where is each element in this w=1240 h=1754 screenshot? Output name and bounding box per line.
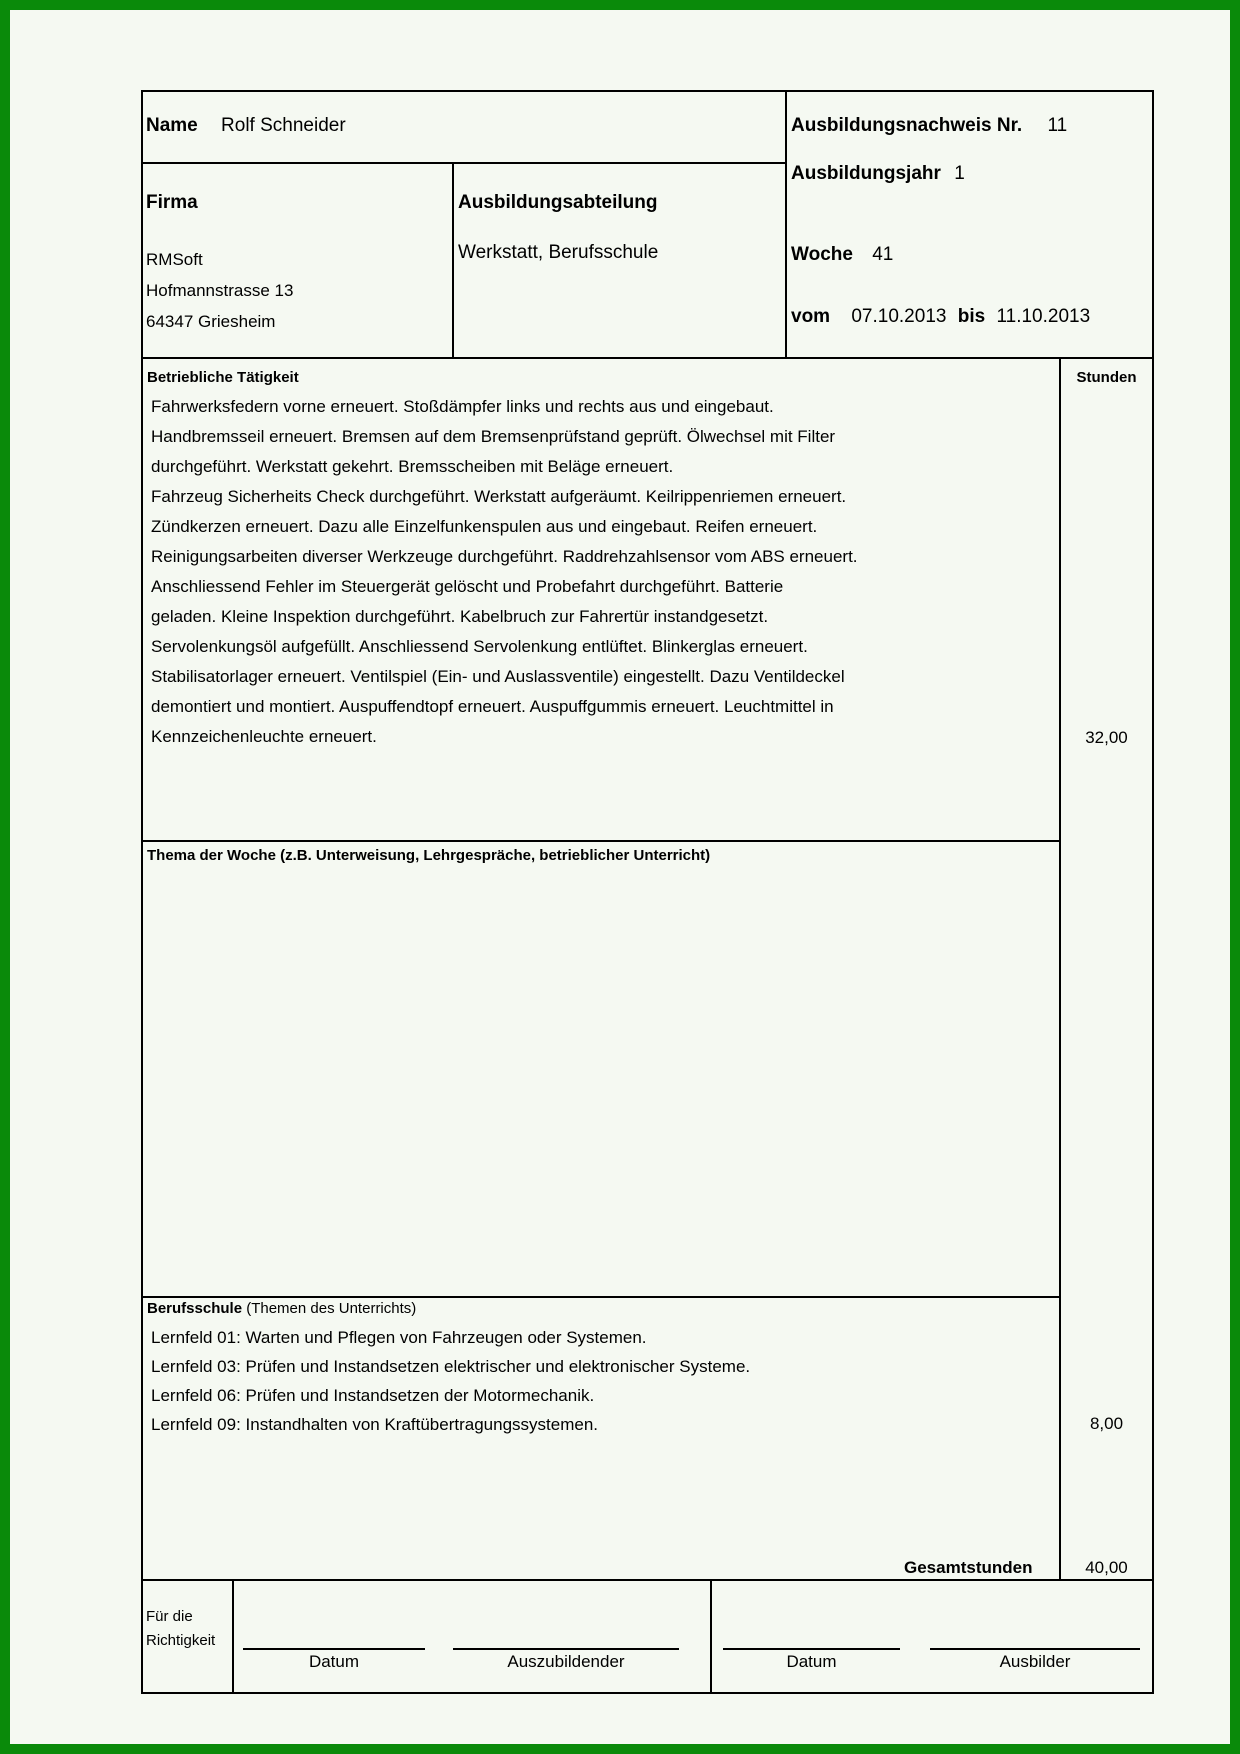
line-stunden-col [1059,357,1061,1581]
nachweis-label: Ausbildungsnachweis Nr. [791,115,1023,136]
thema-title: Thema der Woche (z.B. Unterweisung, Lehrgespräche, betrieblicher Unterricht) [147,847,711,864]
bis-value: 11.10.2013 [996,306,1091,327]
zeitraum-row [791,306,1090,328]
line-left [141,90,143,1694]
datum-ausbilder-label: Datum [786,1652,837,1671]
abteilung-label: Ausbildungsabteilung [458,192,658,213]
sig-line-datum-azubi[interactable] [243,1648,425,1650]
sig-line-datum-ausbilder[interactable] [723,1648,900,1650]
datum-azubi-label: Datum [308,1652,360,1671]
line-top [141,90,1154,92]
name-value: Rolf Schneider [221,115,346,136]
betrieb-line: Fahrzeug Sicherheits Check durchgeführt. Werkstatt aufgeräumt. Keilrippenriemen erneuert. [151,487,847,506]
betrieb-line: Anschliessend Fehler im Steuergerät gelöscht und Probefahrt durchgeführt. Batterie [151,577,784,596]
line-signature-top [141,1579,1154,1581]
woche-value: 41 [872,244,894,265]
betrieb-line: Stabilisatorlager erneuert. Ventilspiel (Ein- und Auslassventile) eingestellt. Dazu Ventildeckel [151,667,845,686]
line-bottom [141,1692,1154,1694]
line-betrieb-bottom [141,840,1061,842]
abteilung-value: Werkstatt, Berufsschule [458,242,659,263]
betrieb-line: Kennzeichenleuchte erneuert. [151,727,377,746]
jahr-value: 1 [954,163,965,184]
line-thema-bottom [141,1296,1061,1298]
richtigkeit-line-2: Richtigkeit [146,1632,216,1649]
firma-line-3: 64347 Griesheim [146,312,276,331]
betrieb-line: Fahrwerksfedern vorne erneuert. Stoßdämpfer links und rechts aus und eingebaut. [151,397,774,416]
woche-row [791,244,893,266]
betrieb-line: Handbremsseil erneuert. Bremsen auf dem Bremsenprüfstand geprüft. Ölwechsel mit Filter [151,427,836,446]
schule-line: Lernfeld 09: Instandhalten von Kraftübertragungssystemen. [151,1415,599,1434]
line-sig-mid [710,1579,712,1693]
bis-label: bis [957,306,986,327]
nachweis-value: 11 [1047,115,1068,136]
line-header-bottom [141,357,1154,359]
betrieb-line: Zündkerzen erneuert. Dazu alle Einzelfunkenspulen aus und eingebaut. Reifen erneuert. [151,517,818,536]
jahr-label: Ausbildungsjahr [791,163,941,184]
schule-line: Lernfeld 03: Prüfen und Instandsetzen elektrischer und elektronischer Systeme. [151,1357,751,1376]
firma-line-1: RMSoft [146,250,203,269]
name-row [146,115,346,137]
schule-line: Lernfeld 01: Warten und Pflegen von Fahrzeugen oder Systemen. [151,1328,647,1347]
betrieb-title: Betriebliche Tätigkeit [147,369,299,386]
richtigkeit-label [146,1605,215,1653]
betrieb-line: Reinigungsarbeiten diverser Werkzeuge durchgeführt. Raddrehzahlsensor vom ABS erneuert. [151,547,858,566]
schule-title [147,1300,416,1317]
line-header-mid [785,90,787,358]
woche-label: Woche [791,244,853,265]
betrieb-line: Servolenkungsöl aufgefüllt. Anschliessend Servolenkung entlüftet. Blinkerglas erneuert. [151,637,808,656]
schule-title-rest: (Themen des Unterrichts) [246,1300,417,1317]
line-right [1152,90,1154,1694]
line-firma-right [452,162,454,358]
total-value: 40,00 [1085,1558,1128,1577]
line-sig-left [232,1579,234,1693]
betrieb-line: durchgeführt. Werkstatt gekehrt. Bremsscheiben mit Beläge erneuert. [151,457,674,476]
nachweis-row [791,115,1067,137]
ausbilder-label: Ausbilder [999,1652,1071,1671]
schule-text [151,1323,750,1439]
stunden-label: Stunden [1076,369,1137,386]
jahr-row [791,163,965,185]
sig-line-ausbilder[interactable] [930,1648,1140,1650]
firma-label: Firma [146,192,198,213]
sig-line-azubi[interactable] [453,1648,679,1650]
schule-title-bold: Berufsschule [147,1300,243,1317]
betrieb-text [151,392,858,752]
azubi-label: Auszubildender [507,1652,625,1671]
firma-address [146,244,293,337]
firma-line-2: Hofmannstrasse 13 [146,281,294,300]
vom-label: vom [791,306,831,327]
betrieb-stunden: 32,00 [1085,728,1128,747]
schule-stunden: 8,00 [1089,1414,1124,1433]
schule-line: Lernfeld 06: Prüfen und Instandsetzen der Motormechanik. [151,1386,595,1405]
betrieb-line: demontiert und montiert. Auspuffendtopf erneuert. Auspuffgummis erneuert. Leuchtmittel in [151,697,834,716]
richtigkeit-line-1: Für die [146,1608,193,1625]
vom-value: 07.10.2013 [851,306,947,327]
line-name-bottom [141,162,787,164]
betrieb-line: geladen. Kleine Inspektion durchgeführt. Kabelbruch zur Fahrertür instandgesetzt. [151,607,769,626]
name-label: Name [146,115,198,136]
total-label: Gesamtstunden [904,1558,1033,1577]
